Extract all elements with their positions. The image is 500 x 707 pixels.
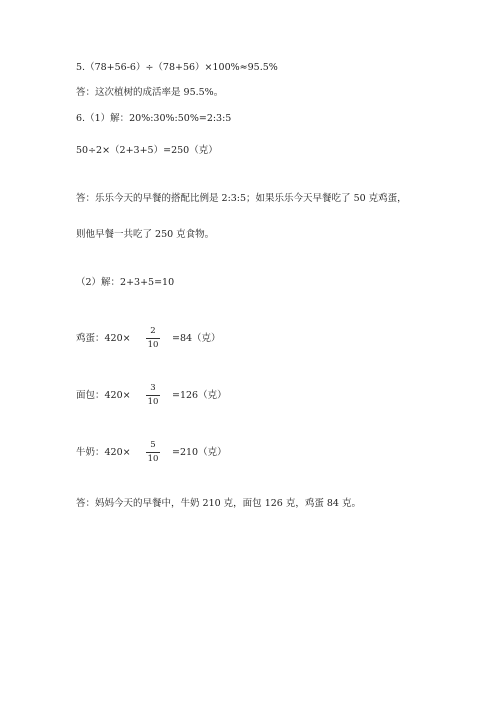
- fraction-denominator: 10: [147, 340, 159, 350]
- fraction-numerator: 3: [146, 383, 160, 396]
- fraction-denominator: 10: [147, 454, 159, 464]
- milk-label: 牛奶：420×: [76, 447, 131, 458]
- egg-label: 鸡蛋：420×: [76, 333, 131, 344]
- milk-fraction: [146, 440, 160, 465]
- answer-6-2-conclusion: 答：妈妈今天的早餐中，牛奶 210 克，面包 126 克，鸡蛋 84 克。: [76, 498, 361, 509]
- answer-6-1-conclusion-cont: 则他早餐一共吃了 250 克食物。: [76, 229, 215, 240]
- bread-label: 面包：420×: [76, 390, 131, 401]
- bread-fraction: [146, 383, 160, 408]
- egg-calculation-row: [76, 326, 376, 352]
- fraction-numerator: 5: [146, 440, 160, 453]
- egg-result: =84（克）: [172, 333, 221, 344]
- answer-6-1-calculation: 50÷2×（2+3+5）=250（克）: [76, 145, 218, 156]
- fraction-numerator: 2: [146, 326, 160, 339]
- fraction-denominator: 10: [147, 397, 159, 407]
- answer-5-conclusion: 答：这次植树的成活率是 95.5%。: [76, 87, 224, 98]
- bread-calculation-row: [76, 383, 376, 409]
- answer-5-calculation: 5.（78+56-6）÷（78+56）×100%≈95.5%: [76, 62, 278, 73]
- answer-6-1-ratio: 6.（1）解：20%:30%:50%=2:3:5: [76, 113, 232, 124]
- answer-6-2-sum: （2）解：2+3+5=10: [76, 277, 175, 288]
- bread-result: =126（克）: [172, 390, 227, 401]
- egg-fraction: [146, 326, 160, 351]
- milk-result: =210（克）: [172, 447, 227, 458]
- milk-calculation-row: [76, 440, 376, 466]
- answer-6-1-conclusion: 答：乐乐今天的早餐的搭配比例是 2:3:5；如果乐乐今天早餐吃了 50 克鸡蛋，: [76, 193, 407, 204]
